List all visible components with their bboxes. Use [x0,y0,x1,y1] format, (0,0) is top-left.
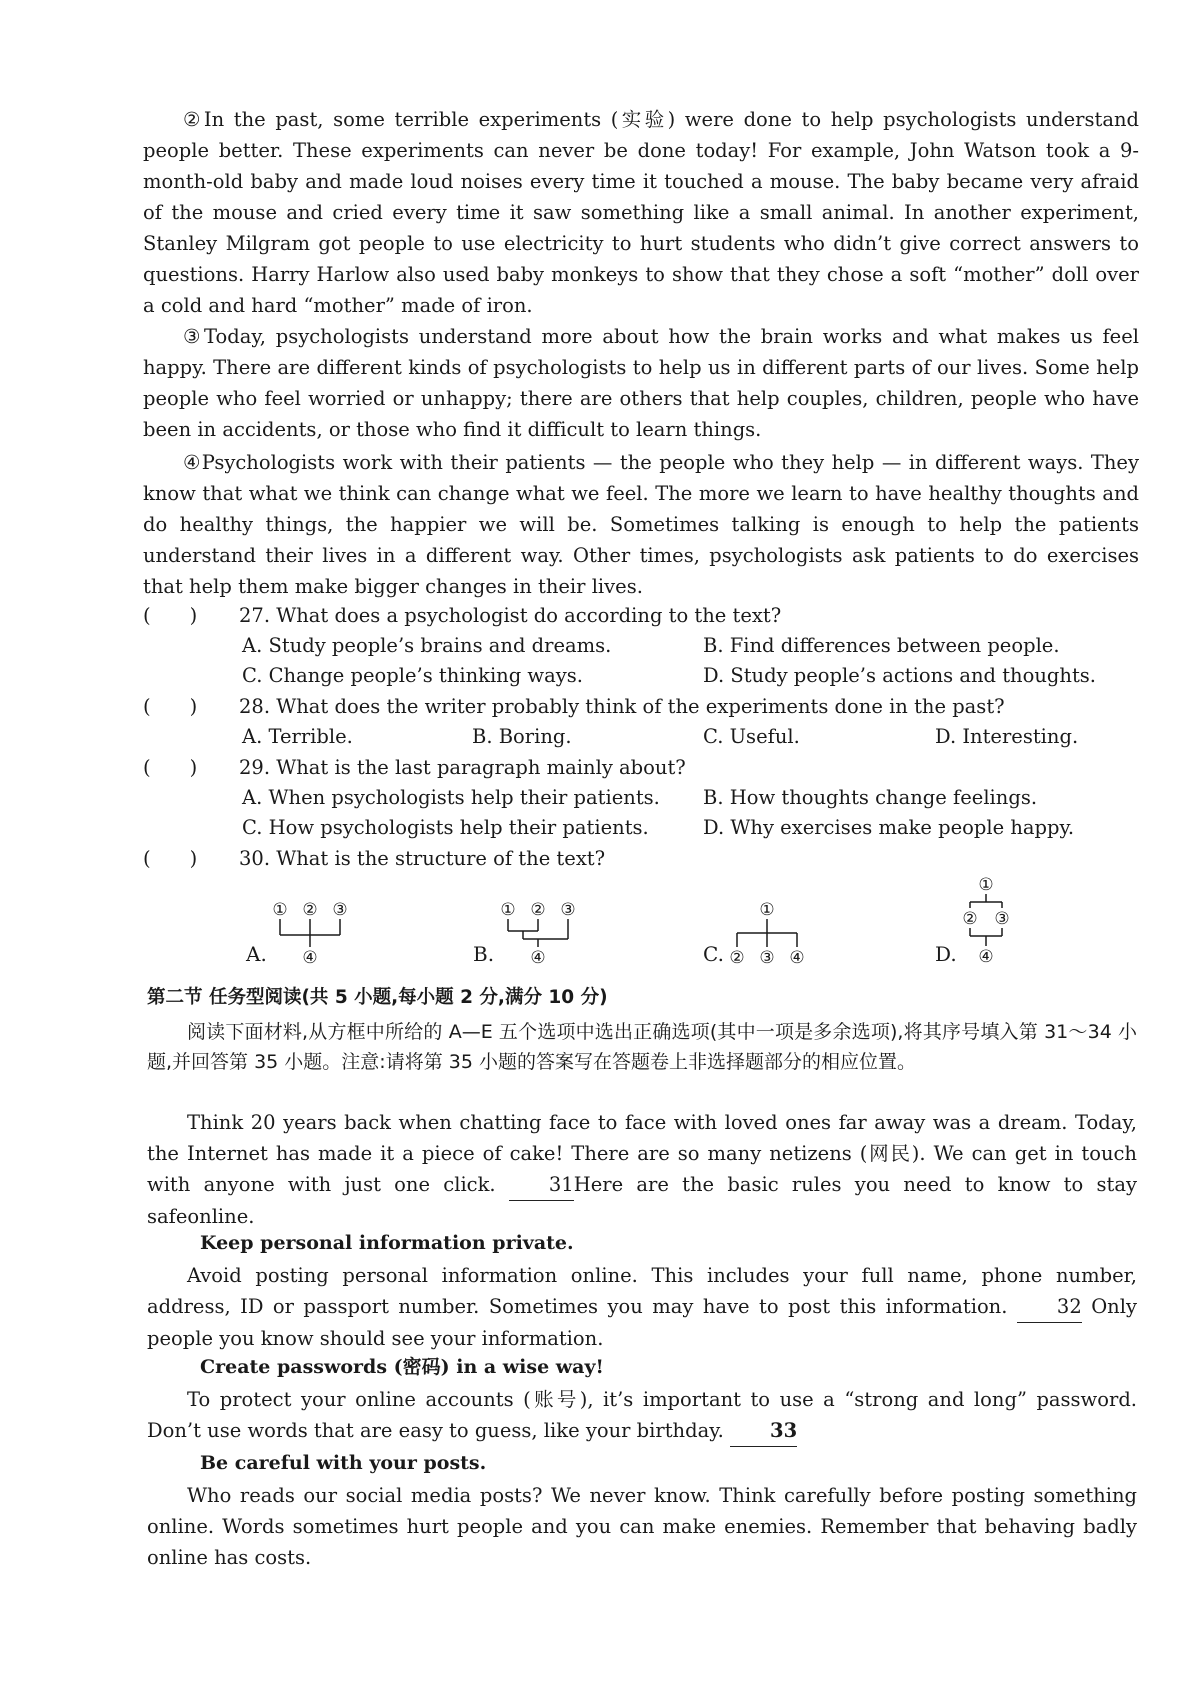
svg-text:①: ① [759,900,775,920]
paragraph-4: ④Psychologists work with their patients — the people who they help — in different ways. They know that what we think can change what we feel. The more we learn to have healthy thoughts and do healthy things, the happier we will be. Sometimes talking is enough to help the patients understand their lives in a different way. Other times, psychologists ask patients to do exercises that help them make bigger changes in their lives. [143,451,1139,598]
question-28 [143,692,1005,722]
option-30d: D. [935,942,957,966]
svg-text:④: ④ [978,947,994,967]
diagram-node: ④ [302,948,318,968]
answer-bracket[interactable]: ( ) [143,847,198,870]
question-29 [143,753,686,783]
paragraph-2: ②In the past, some terrible experiments (实验) were done to help psychologists understand people better. These experiments can never be done today! For example, John Watson took a 9-month-old baby and made loud noises every time it touched a mouse. The baby became very afraid of the mouse and cried every time it saw something like a small animal. In another experiment, Stanley Milgram got people to use electricity to hurt students who didn’t give correct answers to questions. Harry Harlow also used baby monkeys to show that they chose a soft “mother” doll over a cold and hard “mother” made of iron. [143,108,1139,317]
svg-text:①: ① [500,900,516,920]
answer-bracket[interactable]: ( ) [143,604,198,627]
structure-diagram-d [958,872,1018,972]
passage-intro: Think 20 years back when chatting face to face with loved ones far away was a dream. Today, the Internet has made it a piece of cake! There are so many netizens (网民). We can get in touch with anyone with just one click. 31Here are the basic rules you need to know to stay safeonline. [147,1111,1137,1228]
svg-text:③: ③ [994,909,1010,929]
svg-text:③: ③ [759,948,775,968]
section-title: 第二节 任务型阅读(共 5 小题,每小题 2 分,满分 10 分) [147,987,608,1008]
option-29b: B. How thoughts change feelings. [703,786,1038,809]
option-28d: D. Interesting. [935,725,1079,748]
svg-text:④: ④ [530,948,546,968]
option-28a: A. Terrible. [242,725,353,748]
diagram-node: ③ [332,900,348,920]
option-27c: C. Change people’s thinking ways. [242,664,583,687]
option-30a: A. [246,942,267,966]
structure-diagram-a [268,897,358,969]
option-29c: C. How psychologists help their patients. [242,816,649,839]
heading-passwords: Create passwords (密码) in a wise way! [200,1356,604,1378]
svg-text:②: ② [729,948,745,968]
svg-text:②: ② [962,909,978,929]
paragraph-passwords: To protect your online accounts (账号), it’s important to use a “strong and long” password. Don’t use words that are easy to guess, like your birthday. 33 [147,1384,1137,1447]
svg-text:④: ④ [789,948,805,968]
answer-bracket[interactable]: ( ) [143,695,198,718]
question-27 [143,601,781,631]
question-stem: 27. What does a psychologist do according to the text? [239,604,782,627]
option-27b: B. Find differences between people. [703,634,1060,657]
answer-bracket[interactable]: ( ) [143,756,198,779]
question-stem: 28. What does the writer probably think of the experiments done in the past? [239,695,1005,718]
blank-33[interactable]: 33 [730,1415,797,1447]
option-27a: A. Study people’s brains and dreams. [242,634,612,657]
svg-text:③: ③ [560,900,576,920]
option-28b: B. Boring. [472,725,572,748]
structure-diagram-b [496,897,586,969]
paragraph-posts: Who reads our social media posts? We never know. Think carefully before posting something online. Words sometimes hurt people and you can make enemies. Remember that behaving badly online has costs. [147,1484,1137,1569]
option-30c: C. [703,942,724,966]
question-stem: 29. What is the last paragraph mainly about? [239,756,686,779]
option-30b: B. [473,942,495,966]
section-instructions: 阅读下面材料,从方框中所给的 A—E 五个选项中选出正确选项(其中一项是多余选项),将其序号填入第 31～34 小题,并回答第 35 小题。注意:请将第 35 小题的答案写在答题卷上非选择题部分的相应位置。 [147,1021,1137,1073]
diagram-node: ① [272,900,288,920]
option-27d: D. Study people’s actions and thoughts. [703,664,1096,687]
paragraph-3: ③Today, psychologists understand more about how the brain works and what makes us feel happy. There are different kinds of psychologists to help us in different parts of our lives. Some help people who feel worried or unhappy; there are others that help couples, children, people who have been in accidents, or those who find it difficult to learn things. [143,325,1139,441]
option-28c: C. Useful. [703,725,800,748]
option-29a: A. When psychologists help their patients. [242,786,660,809]
blank-31[interactable]: 31 [509,1169,574,1201]
blank-32[interactable]: 32 [1017,1291,1082,1323]
heading-private-info: Keep personal information private. [200,1232,574,1254]
question-30 [143,844,605,874]
heading-posts: Be careful with your posts. [200,1452,487,1474]
diagram-node: ② [302,900,318,920]
option-29d: D. Why exercises make people happy. [703,816,1075,839]
svg-text:②: ② [530,900,546,920]
question-stem: 30. What is the structure of the text? [239,847,606,870]
svg-text:①: ① [978,875,994,895]
structure-diagram-c [722,897,822,969]
paragraph-private-info: Avoid posting personal information online. This includes your full name, phone number, address, ID or passport number. Sometimes you may have to post this information. 32 Only people you know should see your information. [147,1264,1137,1350]
